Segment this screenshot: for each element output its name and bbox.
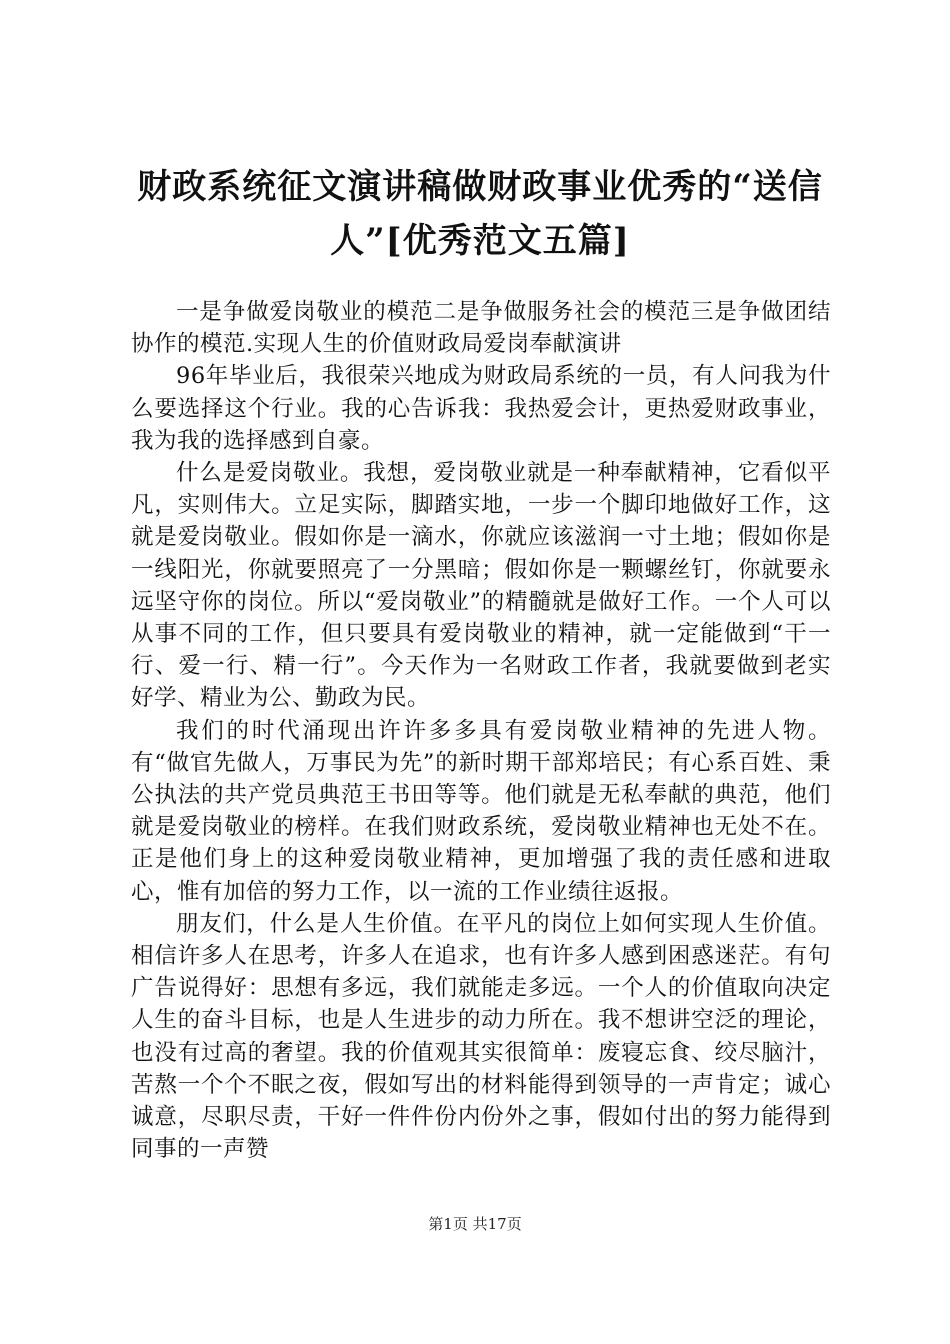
document-body [131, 296, 831, 1165]
document-title: 财政系统征文演讲稿做财政事业优秀的“送信人”[优秀范文五篇] [137, 167, 823, 261]
paragraph-2: 96年毕业后，我很荣兴地成为财政局系统的一员，有人问我为什么要选择这个行业。我的心告诉我：我热爱会计，更热爱财政事业，我为我的选择感到自豪。 [131, 363, 831, 454]
paragraph-4: 我们的时代涌现出许许多多具有爱岗敬业精神的先进人物。有“做官先做人，万事民为先”的新时期干部郑培民；有心系百姓、秉公执法的共产党员典范王书田等等。他们就是无私奉献的典范，他们就是爱岗敬业的榜样。在我们财政系统，爱岗敬业精神也无处不在。正是他们身上的这种爱岗敬业精神，更加增强了我的责任感和进取心，惟有加倍的努力工作，以一流的工作业绩往返报。 [131, 717, 831, 905]
page-footer: 第1页 共17页 [428, 1215, 522, 1233]
paragraph-3: 什么是爱岗敬业。我想，爱岗敬业就是一种奉献精神，它看似平凡，实则伟大。立足实际，脚踏实地，一步一个脚印地做好工作，这就是爱岗敬业。假如你是一滴水，你就应该滋润一寸土地；假如你是一线阳光，你就要照亮了一分黑暗；假如你是一颗螺丝钉，你就要永远坚守你的岗位。所以“爱岗敬业”的精髓就是做好工作。一个人可以从事不同的工作，但只要具有爱岗敬业的精神，就一定能做到“干一行、爱一行、精一行”。今天作为一名财政工作者，我就要做到老实好学、精业为公、勤政为民。 [131, 460, 831, 712]
paragraph-1: 一是争做爱岗敬业的模范二是争做服务社会的模范三是争做团结协作的模范.实现人生的价值财政局爱岗奉献演讲 [131, 299, 831, 358]
paragraph-5: 朋友们，什么是人生价值。在平凡的岗位上如何实现人生价值。相信许多人在思考，许多人在追求，也有许多人感到困惑迷茫。有句广告说得好：思想有多远，我们就能走多远。一个人的价值取向决定人生的奋斗目标，也是人生进步的动力所在。我不想讲空泛的理论，也没有过高的奢望。我的价值观其实很简单：废寝忘食、绞尽脑汁，苦熬一个个不眠之夜，假如写出的材料能得到领导的一声肯定；诚心诚意，尽职尽责，干好一件件份内份外之事，假如付出的努力能得到同事的一声赞 [131, 910, 831, 1163]
